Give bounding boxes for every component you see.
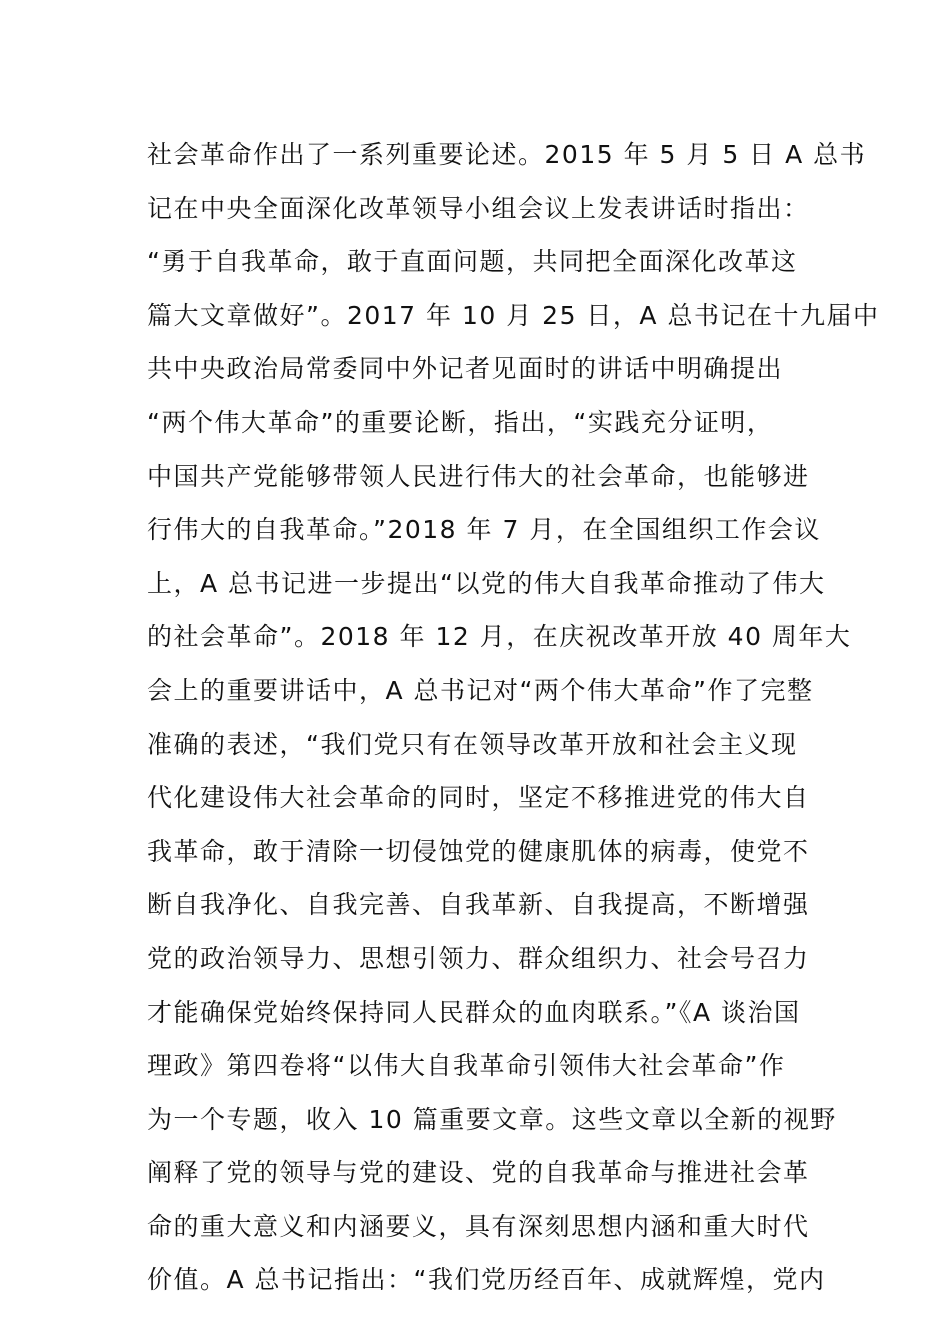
text-line: 共中央政治局常委同中外记者见面时的讲话中明确提出	[147, 354, 784, 384]
text-line: 社会革命作出了一系列重要论述。2015 年 5 月 5 日 A 总书	[147, 140, 867, 169]
text-line: “两个伟大革命”的重要论断，指出，“实践充分证明，	[147, 407, 774, 437]
text-line: 的社会革命”。2018 年 12 月，在庆祝改革开放 40 周年大	[147, 622, 852, 652]
text-line: 阐释了党的领导与党的建设、党的自我革命与推进社会革	[147, 1158, 810, 1188]
text-line: 记在中央全面深化改革领导小组会议上发表讲话时指出：	[147, 193, 810, 223]
text-line: 中国共产党能够带领人民进行伟大的社会革命，也能够进	[147, 461, 810, 491]
text-line: 会上的重要讲话中，A 总书记对“两个伟大革命”作了完整	[147, 675, 814, 705]
text-line: 上，A 总书记进一步提出“以党的伟大自我革命推动了伟大	[147, 568, 826, 598]
text-line: 准确的表述，“我们党只有在领导改革开放和社会主义现	[147, 729, 798, 759]
text-line: 才能确保党始终保持同人民群众的血肉联系。”《A 谈治国	[147, 997, 801, 1027]
text-line: 行伟大的自我革命。”2018 年 7 月，在全国组织工作会议	[147, 515, 821, 545]
text-line: 命的重大意义和内涵要义，具有深刻思想内涵和重大时代	[147, 1211, 810, 1241]
text-line: 理政》第四卷将“以伟大自我革命引领伟大社会革命”作	[147, 1051, 786, 1081]
text-line: “勇于自我革命，敢于直面问题，共同把全面深化改革这	[147, 247, 798, 277]
text-line: 党的政治领导力、思想引领力、群众组织力、社会号召力	[147, 943, 810, 973]
text-line: 价值。A 总书记指出：“我们党历经百年、成就辉煌，党内	[147, 1265, 826, 1295]
text-line: 断自我净化、自我完善、自我革新、自我提高，不断增强	[147, 890, 810, 920]
text-line: 为一个专题，收入 10 篇重要文章。这些文章以全新的视野	[147, 1104, 837, 1134]
text-line: 我革命，敢于清除一切侵蚀党的健康肌体的病毒，使党不	[147, 836, 810, 866]
text-line: 代化建设伟大社会革命的同时，坚定不移推进党的伟大自	[147, 783, 810, 813]
body-text	[147, 128, 880, 1307]
text-line: 篇大文章做好”。2017 年 10 月 25 日，A 总书记在十九届中	[147, 300, 880, 330]
